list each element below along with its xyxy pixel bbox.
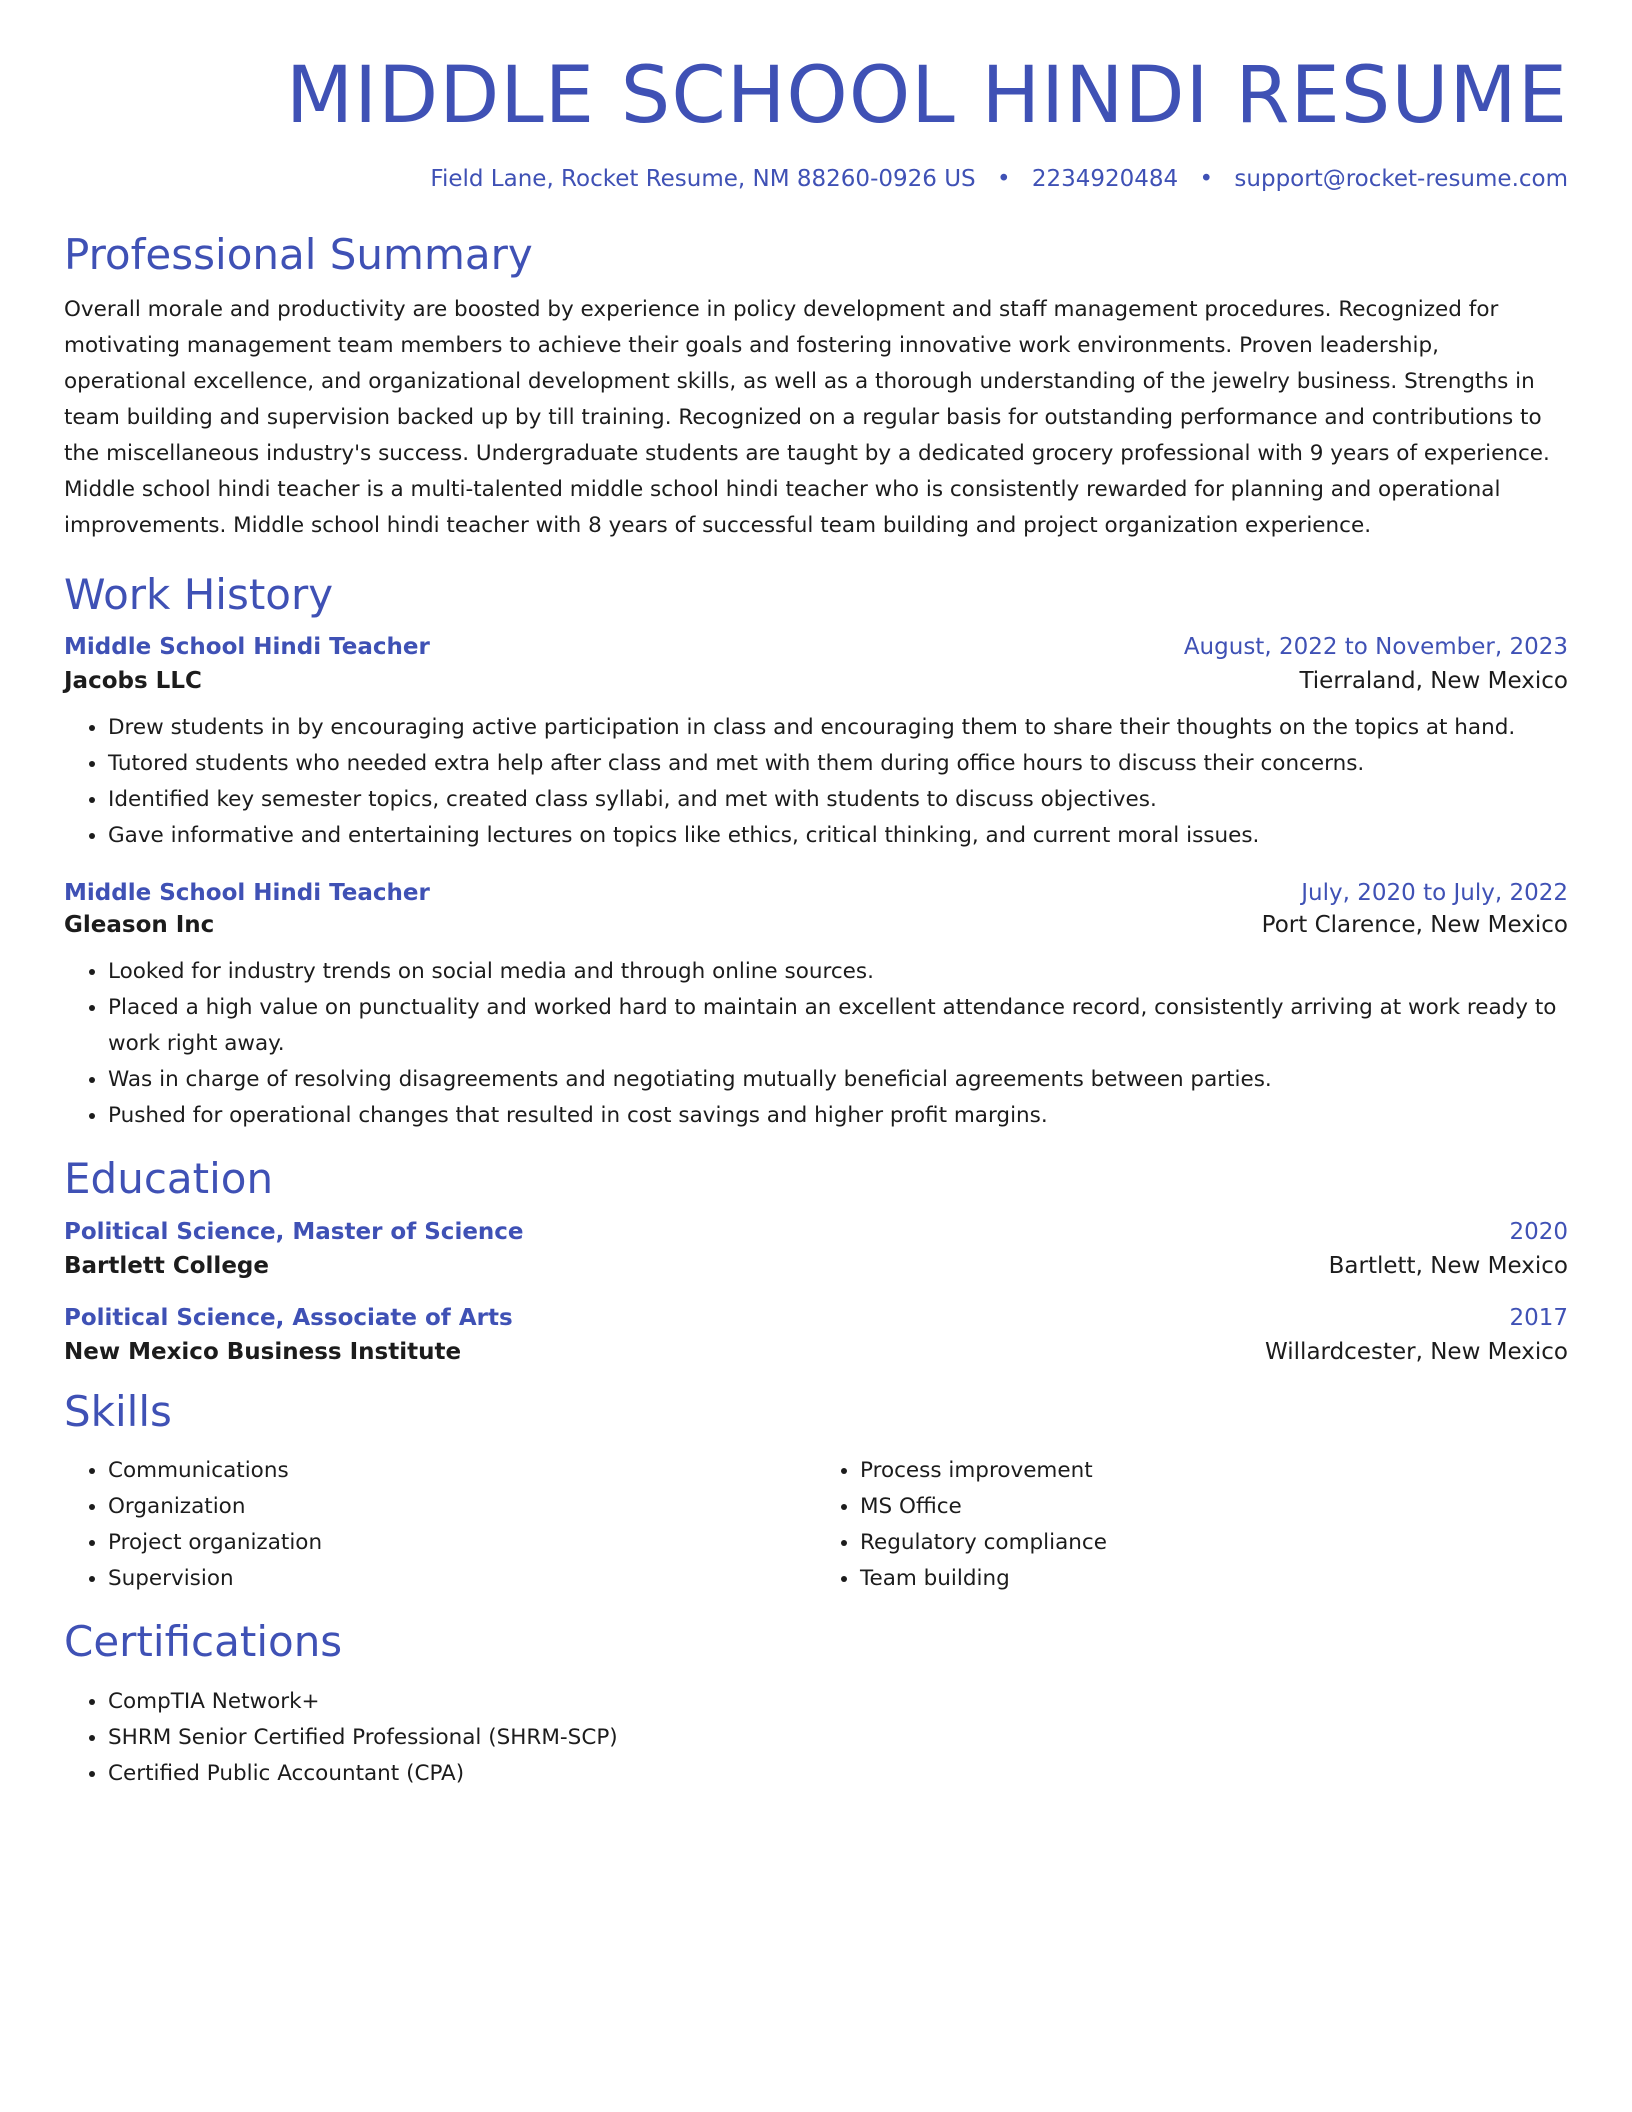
job-title-row <box>64 880 1568 906</box>
skills-list-left <box>64 1453 816 1597</box>
school-row <box>64 1253 1568 1279</box>
school-name: Bartlett College <box>64 1252 269 1279</box>
job-location: Tierraland, New Mexico <box>1299 668 1568 695</box>
list-item: • Gave informative and entertaining lectures on topics like ethics, critical thinking, and current moral issues. <box>108 818 1568 854</box>
phone-text: 2234920484 <box>1031 165 1179 192</box>
education-entry <box>64 1219 1568 1279</box>
job-company: Jacobs LLC <box>64 668 202 695</box>
resume-header <box>64 0 1568 192</box>
list-item: • Process improvement <box>860 1453 1568 1489</box>
resume-title: MIDDLE SCHOOL HINDI RESUME <box>285 51 1568 141</box>
summary-heading: Professional Summary <box>64 229 533 279</box>
list-item: • Communications <box>108 1453 816 1489</box>
job-company-row <box>64 668 1568 694</box>
degree-year: 2020 <box>1509 1218 1568 1245</box>
work-history-heading: Work History <box>64 569 334 619</box>
job-entry <box>64 880 1568 1134</box>
summary-section <box>64 230 1568 544</box>
school-row <box>64 1339 1568 1365</box>
list-item: • Was in charge of resolving disagreements and negotiating mutually beneficial agreements between parties. <box>108 1062 1568 1098</box>
work-history-section <box>64 570 1568 1134</box>
list-item: • MS Office <box>860 1489 1568 1525</box>
list-item: • Identified key semester topics, created class syllabi, and met with students to discuss objectives. <box>108 782 1568 818</box>
job-duties-list <box>64 710 1568 854</box>
degree-year: 2017 <box>1509 1304 1568 1331</box>
contact-separator: • <box>996 165 1011 192</box>
list-item: • SHRM Senior Certified Professional (SHRM-SCP) <box>108 1720 1568 1756</box>
school-name: New Mexico Business Institute <box>64 1338 462 1365</box>
certifications-list <box>64 1684 1568 1792</box>
certifications-section <box>64 1617 1568 1791</box>
list-item: • Team building <box>860 1561 1568 1597</box>
list-item: • Project organization <box>108 1525 816 1561</box>
job-role: Middle School Hindi Teacher <box>64 880 430 907</box>
degree-name: Political Science, Associate of Arts <box>64 1304 513 1331</box>
certifications-heading: Certifications <box>64 1617 343 1667</box>
job-dates: July, 2020 to July, 2022 <box>1301 880 1568 907</box>
degree-row <box>64 1305 1568 1331</box>
list-item: • Placed a high value on punctuality and worked hard to maintain an excellent attendance record, consistently arriving at work ready to work right away. <box>108 990 1568 1062</box>
job-duties-list <box>64 954 1568 1134</box>
school-location: Bartlett, New Mexico <box>1328 1252 1568 1279</box>
education-heading: Education <box>64 1154 274 1204</box>
education-entry <box>64 1305 1568 1365</box>
list-item: • Organization <box>108 1489 816 1525</box>
list-item: • Looked for industry trends on social media and through online sources. <box>108 954 1568 990</box>
list-item: • Pushed for operational changes that resulted in cost savings and higher profit margins. <box>108 1098 1568 1134</box>
job-title-row <box>64 634 1568 660</box>
list-item: • Certified Public Accountant (CPA) <box>108 1756 1568 1792</box>
school-location: Willardcester, New Mexico <box>1265 1338 1568 1365</box>
job-entry <box>64 634 1568 854</box>
job-role: Middle School Hindi Teacher <box>64 634 430 661</box>
contact-line <box>64 166 1568 192</box>
list-item: • CompTIA Network+ <box>108 1684 1568 1720</box>
skills-grid <box>64 1453 1568 1597</box>
contact-separator: • <box>1199 165 1214 192</box>
job-company-row <box>64 912 1568 938</box>
degree-row <box>64 1219 1568 1245</box>
list-item: • Tutored students who needed extra help after class and met with them during office hours to discuss their concerns. <box>108 746 1568 782</box>
skills-section <box>64 1387 1568 1597</box>
address-text: Field Lane, Rocket Resume, NM 88260-0926 US <box>430 165 976 192</box>
list-item: • Drew students in by encouraging active participation in class and encouraging them to share their thoughts on the topics at hand. <box>108 710 1568 746</box>
skills-list-right <box>816 1453 1568 1597</box>
email-link[interactable]: support@rocket-resume.com <box>1234 165 1568 192</box>
education-section <box>64 1154 1568 1364</box>
job-dates: August, 2022 to November, 2023 <box>1183 634 1568 661</box>
degree-name: Political Science, Master of Science <box>64 1218 524 1245</box>
list-item: • Regulatory compliance <box>860 1525 1568 1561</box>
list-item: • Supervision <box>108 1561 816 1597</box>
job-location: Port Clarence, New Mexico <box>1261 912 1568 939</box>
summary-paragraph: Overall morale and productivity are boosted by experience in policy development and staff management procedures. Recognized for motivating management team members to achieve their goals and fostering innovative work environments. Proven leadership, operational excellence, and organizational development skills, as well as a thorough understanding of the jewelry business. Strengths in team building and supervision backed up by till training. Recognized on a regular basis for outstanding performance and contributions to the miscellaneous industry's success. Undergraduate students are taught by a dedicated grocery professional with 9 years of experience. Middle school hindi teacher is a multi-talented middle school hindi teacher who is consistently rewarded for planning and operational improvements. Middle school hindi teacher with 8 years of successful team building and project organization experience. <box>64 296 1550 538</box>
skills-heading: Skills <box>64 1386 172 1436</box>
job-company: Gleason Inc <box>64 912 215 939</box>
